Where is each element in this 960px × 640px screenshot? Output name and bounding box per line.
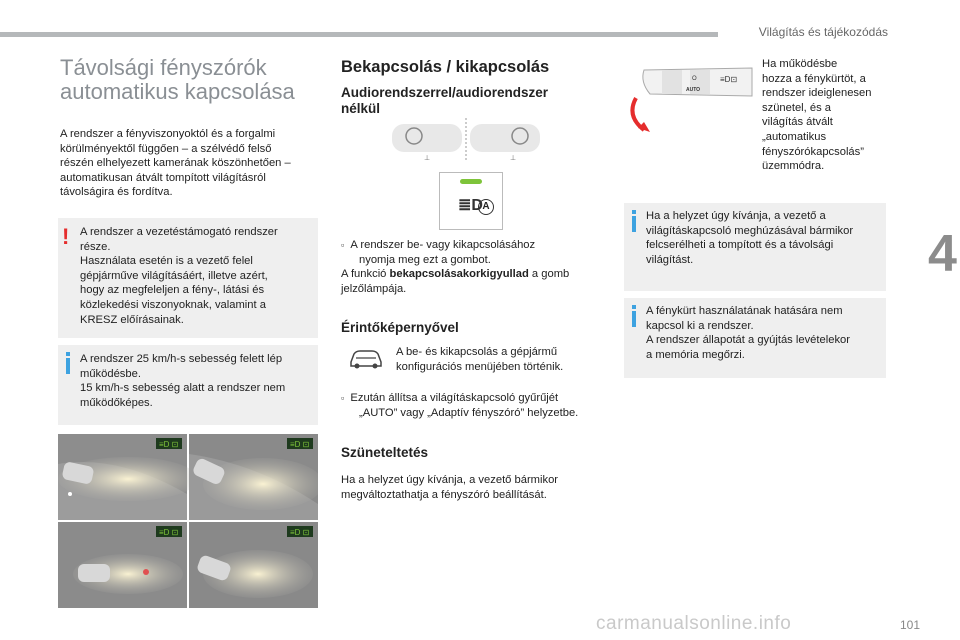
bullet-icon: ▫	[341, 240, 345, 250]
info-switch-text	[646, 209, 882, 267]
stalk-line: Ha működésbe	[762, 58, 838, 70]
info-icon	[66, 352, 70, 356]
svg-text:≡D ⊡: ≡D ⊡	[290, 440, 310, 449]
stalk-line: rendszer ideiglenesen	[762, 87, 872, 100]
info-line: a memória megőrzi.	[646, 348, 745, 361]
info-line: kapcsol ki a rendszer.	[646, 319, 754, 332]
stalk-auto-label: AUTO	[686, 87, 701, 93]
svg-text:≡D ⊡: ≡D ⊡	[159, 440, 179, 449]
info-line: világításkapcsoló meghúzásával bármikor	[646, 224, 854, 237]
light-stalk-illustration	[622, 58, 758, 138]
info-line: felcserélheti a tompított és a távolsági	[646, 239, 834, 252]
info-icon	[632, 305, 636, 309]
subheading-touchscreen: Érintőképernyővel	[341, 320, 459, 335]
pause-line: megváltoztathatja a fényszóró beállítását.	[341, 488, 547, 501]
highbeam-auto-button[interactable]	[439, 172, 503, 230]
stalk-o-label: O	[692, 76, 697, 82]
intro-paragraph	[60, 127, 322, 200]
warning-line: KRESZ előírásainak.	[80, 313, 184, 326]
info-line: világítást.	[646, 253, 694, 266]
indicator-lamp	[460, 179, 482, 184]
warning-line: A rendszer a vezetéstámogató rendszer	[80, 226, 278, 238]
bullet-icon: ▫	[341, 393, 345, 403]
page-title	[60, 56, 330, 104]
info-flash-text	[646, 304, 882, 362]
intro-line: automatikusan átvált tompított világításról	[60, 171, 266, 184]
info-line: működésbe.	[80, 367, 141, 380]
stalk-line: hozza a fénykürtöt, a	[762, 72, 866, 85]
info-line: 15 km/h-s sebesség alatt a rendszer nem	[80, 382, 286, 395]
warning-line: gépjárműve világításáért, illetve azért,	[80, 269, 268, 282]
info-icon-bar	[632, 311, 636, 327]
intro-line: távolságira és fordítva.	[60, 186, 173, 199]
warning-line: hogy az megfeleljen a fény-, látási és	[80, 284, 265, 297]
subheading-line: Audiorendszerrel/audiorendszer	[341, 85, 549, 100]
warning-text	[80, 225, 314, 327]
night-driving-illustrations	[58, 434, 318, 608]
section-heading-onoff: Bekapcsolás / kikapcsolás	[341, 58, 550, 76]
pause-line: Ha a helyzet úgy kívánja, a vezető bármikor	[341, 474, 559, 486]
onoff-instructions	[341, 238, 601, 296]
info-line: A rendszer állapotát a gyújtás levételekor	[646, 334, 850, 347]
step-1	[341, 238, 601, 253]
stalk-line: fényszórókapcsolás”	[762, 145, 864, 158]
touchscreen-line: A be- és kikapcsolás a gépjármű	[396, 346, 558, 358]
stalk-line: „automatikus	[762, 130, 827, 143]
header-rule	[0, 32, 718, 37]
auto-a-icon: A	[478, 199, 494, 215]
intro-line: körülményektől függően – a szélvédő felső	[60, 142, 272, 155]
step-1-line: nyomja meg ezt a gombot.	[359, 253, 491, 266]
step-2-line: Ezután állítsa a világításkapcsoló gyűrűjét	[350, 392, 559, 404]
light-stalk-image	[622, 58, 758, 138]
page-number: 101	[899, 618, 920, 632]
info-line: Ha a helyzet úgy kívánja, a vezető a	[646, 210, 826, 222]
function-note-text: A funkció	[341, 268, 390, 281]
chapter-number: 4	[928, 225, 957, 283]
info-icon-bar	[66, 358, 70, 374]
info-line: A fénykürt használatának hatására nem	[646, 305, 843, 317]
subheading-line: nélkül	[341, 101, 381, 116]
warning-line: része.	[80, 240, 111, 253]
function-note	[341, 267, 601, 282]
stalk-line: szünetel, és a	[762, 101, 832, 114]
touchscreen-text	[396, 345, 606, 374]
svg-text:≡D⊡: ≡D⊡	[720, 75, 738, 84]
stalk-line: világítás átvált	[762, 116, 833, 129]
info-line: A rendszer 25 km/h-s sebesség felett lép	[80, 353, 283, 365]
function-note-bold: bekapcsolásakorkigyullad	[389, 268, 529, 281]
info-speed-text	[80, 352, 314, 410]
pause-text	[341, 473, 611, 502]
title-line-2: automatikus kapcsolása	[60, 79, 295, 104]
section-title: Világítás és tájékozódás	[758, 25, 888, 39]
subheading-pause: Szüneteltetés	[341, 445, 429, 460]
svg-text:≡D ⊡: ≡D ⊡	[159, 528, 179, 537]
step-2-line: „AUTO” vagy „Adaptív fényszóró” helyzetbe.	[359, 406, 579, 419]
auto-highbeam-icon: ≣D	[458, 197, 483, 214]
step-1-line: A rendszer be- vagy kikapcsolásához	[350, 239, 536, 251]
touchscreen-line: konfigurációs menüjében történik.	[396, 360, 564, 373]
headlight-scenes-image	[58, 434, 318, 608]
stalk-line: üzemmódra.	[762, 160, 825, 173]
subheading-audio	[341, 85, 548, 117]
svg-text:⊥: ⊥	[510, 155, 517, 162]
step-2-first	[341, 391, 611, 406]
stalk-description	[762, 57, 912, 174]
svg-text:⊥: ⊥	[424, 155, 431, 162]
warning-line: Használata esetén is a vezető felel	[80, 255, 253, 268]
intro-line: részén elhelyezett kamerának köszönhetően –	[60, 157, 291, 170]
info-line: működőképes.	[80, 396, 153, 409]
function-note-line: jelzőlámpája.	[341, 282, 407, 295]
title-line-1: Távolsági fényszórók	[60, 55, 267, 80]
warning-line: közlekedési viszonyoknak, valamint a	[80, 298, 266, 311]
info-icon	[632, 210, 636, 214]
intro-line: A rendszer a fényviszonyoktól és a forgalmi	[60, 128, 276, 140]
step-2	[341, 391, 611, 420]
car-config-icon	[348, 346, 384, 370]
info-icon-bar	[632, 216, 636, 232]
watermark: carmanualsonline.info	[596, 613, 792, 634]
function-note-text: a gomb	[528, 268, 570, 281]
warning-icon: !	[62, 224, 70, 249]
svg-text:≡D ⊡: ≡D ⊡	[290, 528, 310, 537]
